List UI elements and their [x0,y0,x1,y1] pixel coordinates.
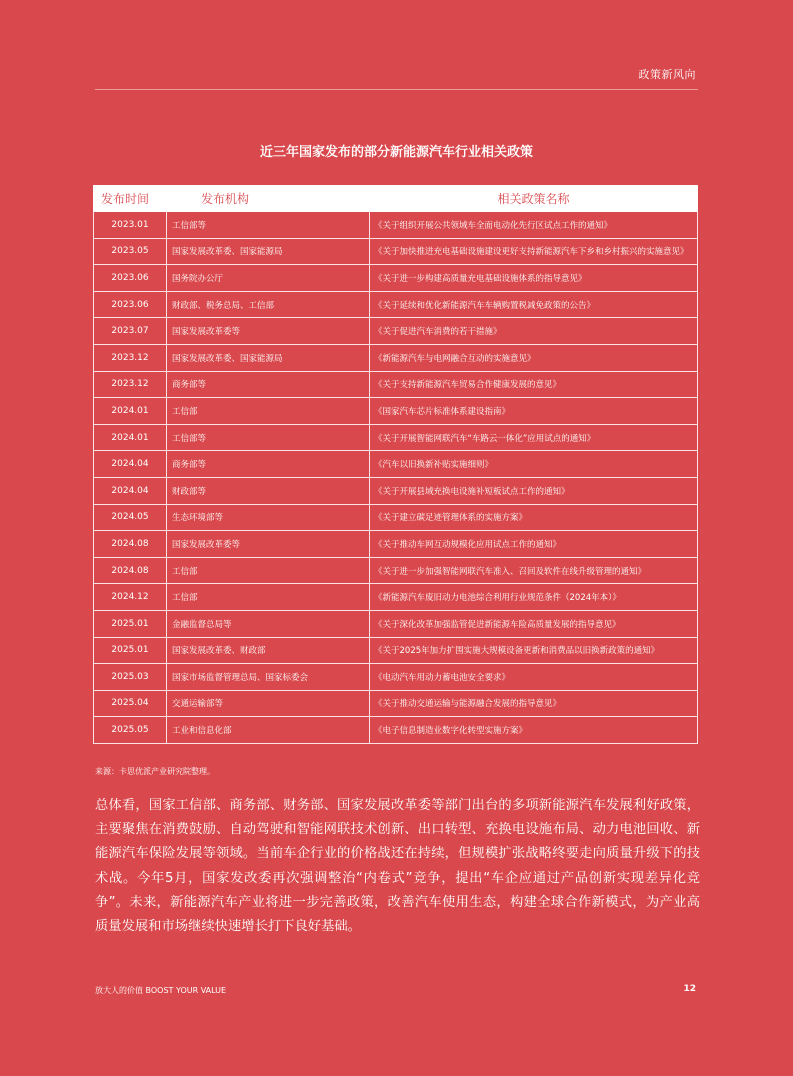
row-org: 国家发展改革委等 [167,318,370,345]
table-row [94,238,698,265]
table-row [94,424,698,451]
row-org: 生态环境部等 [167,504,370,531]
row-date: 2024.04 [94,451,167,478]
table-row [94,690,698,717]
row-date: 2024.12 [94,584,167,611]
row-policy-name: 《关于推动交通运输与能源融合发展的指导意见》 [370,690,698,717]
table-row [94,717,698,744]
row-date: 2024.01 [94,424,167,451]
table-row [94,265,698,292]
header-divider [95,89,698,90]
row-date: 2023.07 [94,318,167,345]
policy-table [93,185,698,744]
table-row [94,291,698,318]
row-org: 商务部等 [167,371,370,398]
row-date: 2025.01 [94,637,167,664]
table-row [94,557,698,584]
row-policy-name: 《关于推动车网互动规模化应用试点工作的通知》 [370,531,698,558]
table-title: 近三年国家发布的部分新能源汽车行业相关政策 [259,145,533,160]
row-policy-name: 《电动汽车用动力蓄电池安全要求》 [370,664,698,691]
row-org: 金融监督总局等 [167,610,370,637]
row-org: 工信部 [167,584,370,611]
row-policy-name: 《关于建立碳足迹管理体系的实施方案》 [370,504,698,531]
row-policy-name: 《汽车以旧换新补贴实施细则》 [370,451,698,478]
row-date: 2024.01 [94,398,167,425]
row-policy-name: 《新能源汽车与电网融合互动的实施意见》 [370,344,698,371]
row-org: 国家市场监督管理总局、国家标委会 [167,664,370,691]
column-header-date: 发布时间 [94,186,167,212]
table-row [94,664,698,691]
table-row [94,477,698,504]
table-body [94,212,698,744]
row-org: 工业和信息化部 [167,717,370,744]
row-org: 国务院办公厅 [167,265,370,292]
row-date: 2023.06 [94,265,167,292]
row-date: 2024.08 [94,531,167,558]
row-policy-name: 《关于进一步构建高质量充电基础设施体系的指导意见》 [370,265,698,292]
table-row [94,531,698,558]
row-org: 工信部等 [167,212,370,239]
column-header-policy: 相关政策名称 [370,186,698,212]
row-org: 财政部等 [167,477,370,504]
row-org: 工信部 [167,398,370,425]
row-org: 财政部、税务总局、工信部 [167,291,370,318]
row-policy-name: 《新能源汽车废旧动力电池综合利用行业规范条件（2024年本）》 [370,584,698,611]
row-date: 2023.12 [94,371,167,398]
row-org: 工信部 [167,557,370,584]
table-row [94,212,698,239]
row-policy-name: 《电子信息制造业数字化转型实施方案》 [370,717,698,744]
table-row [94,610,698,637]
row-policy-name: 《关于2025年加力扩围实施大规模设备更新和消费品以旧换新政策的通知》 [370,637,698,664]
row-policy-name: 《关于开展县域充换电设施补短板试点工作的通知》 [370,477,698,504]
row-date: 2025.03 [94,664,167,691]
row-date: 2023.06 [94,291,167,318]
table-row [94,504,698,531]
row-org: 国家发展改革委等 [167,531,370,558]
row-org: 工信部等 [167,424,370,451]
table-row [94,344,698,371]
row-policy-name: 《关于延续和优化新能源汽车车辆购置税减免政策的公告》 [370,291,698,318]
row-policy-name: 《关于促进汽车消费的若干措施》 [370,318,698,345]
row-policy-name: 《关于加快推进充电基础设施建设更好支持新能源汽车下乡和乡村振兴的实施意见》 [370,238,698,265]
row-policy-name: 《关于组织开展公共领域车全面电动化先行区试点工作的通知》 [370,212,698,239]
table-row [94,398,698,425]
row-date: 2024.04 [94,477,167,504]
row-org: 国家发展改革委、财政部 [167,637,370,664]
row-org: 商务部等 [167,451,370,478]
row-date: 2023.05 [94,238,167,265]
row-date: 2025.05 [94,717,167,744]
summary-paragraph: 总体看，国家工信部、商务部、财务部、国家发展改革委等部门出台的多项新能源汽车发展利好政策，主要聚焦在消费鼓励、自动驾驶和智能网联技术创新、出口转型、充换电设施布局、动力电池回收、新能源汽车保险发展等领域。当前车企行业的价格战还在持续，但规模扩张战略终要走向质量升级下的技术战。今年5月，国家发改委再次强调整治“内卷式”竞争，提出“车企应通过产品创新实现差异化竞争”。未来，新能源汽车产业将进一步完善政策，改善汽车使用生态，构建全球合作新模式，为产业高质量发展和市场继续快速增长打下良好基础。 [95,798,700,935]
table-header-row [94,186,698,212]
table-row [94,451,698,478]
row-date: 2023.12 [94,344,167,371]
table-row [94,318,698,345]
row-date: 2025.04 [94,690,167,717]
table-row [94,584,698,611]
row-policy-name: 《关于开展智能网联汽车“车路云一体化”应用试点的通知》 [370,424,698,451]
row-org: 交通运输部等 [167,690,370,717]
row-org: 国家发展改革委、国家能源局 [167,238,370,265]
footer-slogan: 放大人的价值 BOOST YOUR VALUE [95,986,227,995]
row-date: 2024.08 [94,557,167,584]
source-note: 来源：卡思优派产业研究院整理。 [95,767,215,776]
row-date: 2023.01 [94,212,167,239]
table-row [94,637,698,664]
table-row [94,371,698,398]
row-policy-name: 《关于深化改革加强监管促进新能源车险高质量发展的指导意见》 [370,610,698,637]
row-date: 2024.05 [94,504,167,531]
row-date: 2025.01 [94,610,167,637]
row-policy-name: 《关于进一步加强智能网联汽车准入、召回及软件在线升级管理的通知》 [370,557,698,584]
row-org: 国家发展改革委、国家能源局 [167,344,370,371]
column-header-org: 发布机构 [167,186,370,212]
row-policy-name: 《关于支持新能源汽车贸易合作健康发展的意见》 [370,371,698,398]
row-policy-name: 《国家汽车芯片标准体系建设指南》 [370,398,698,425]
section-label: 政策新风向 [638,68,696,81]
page-number: 12 [683,984,696,994]
